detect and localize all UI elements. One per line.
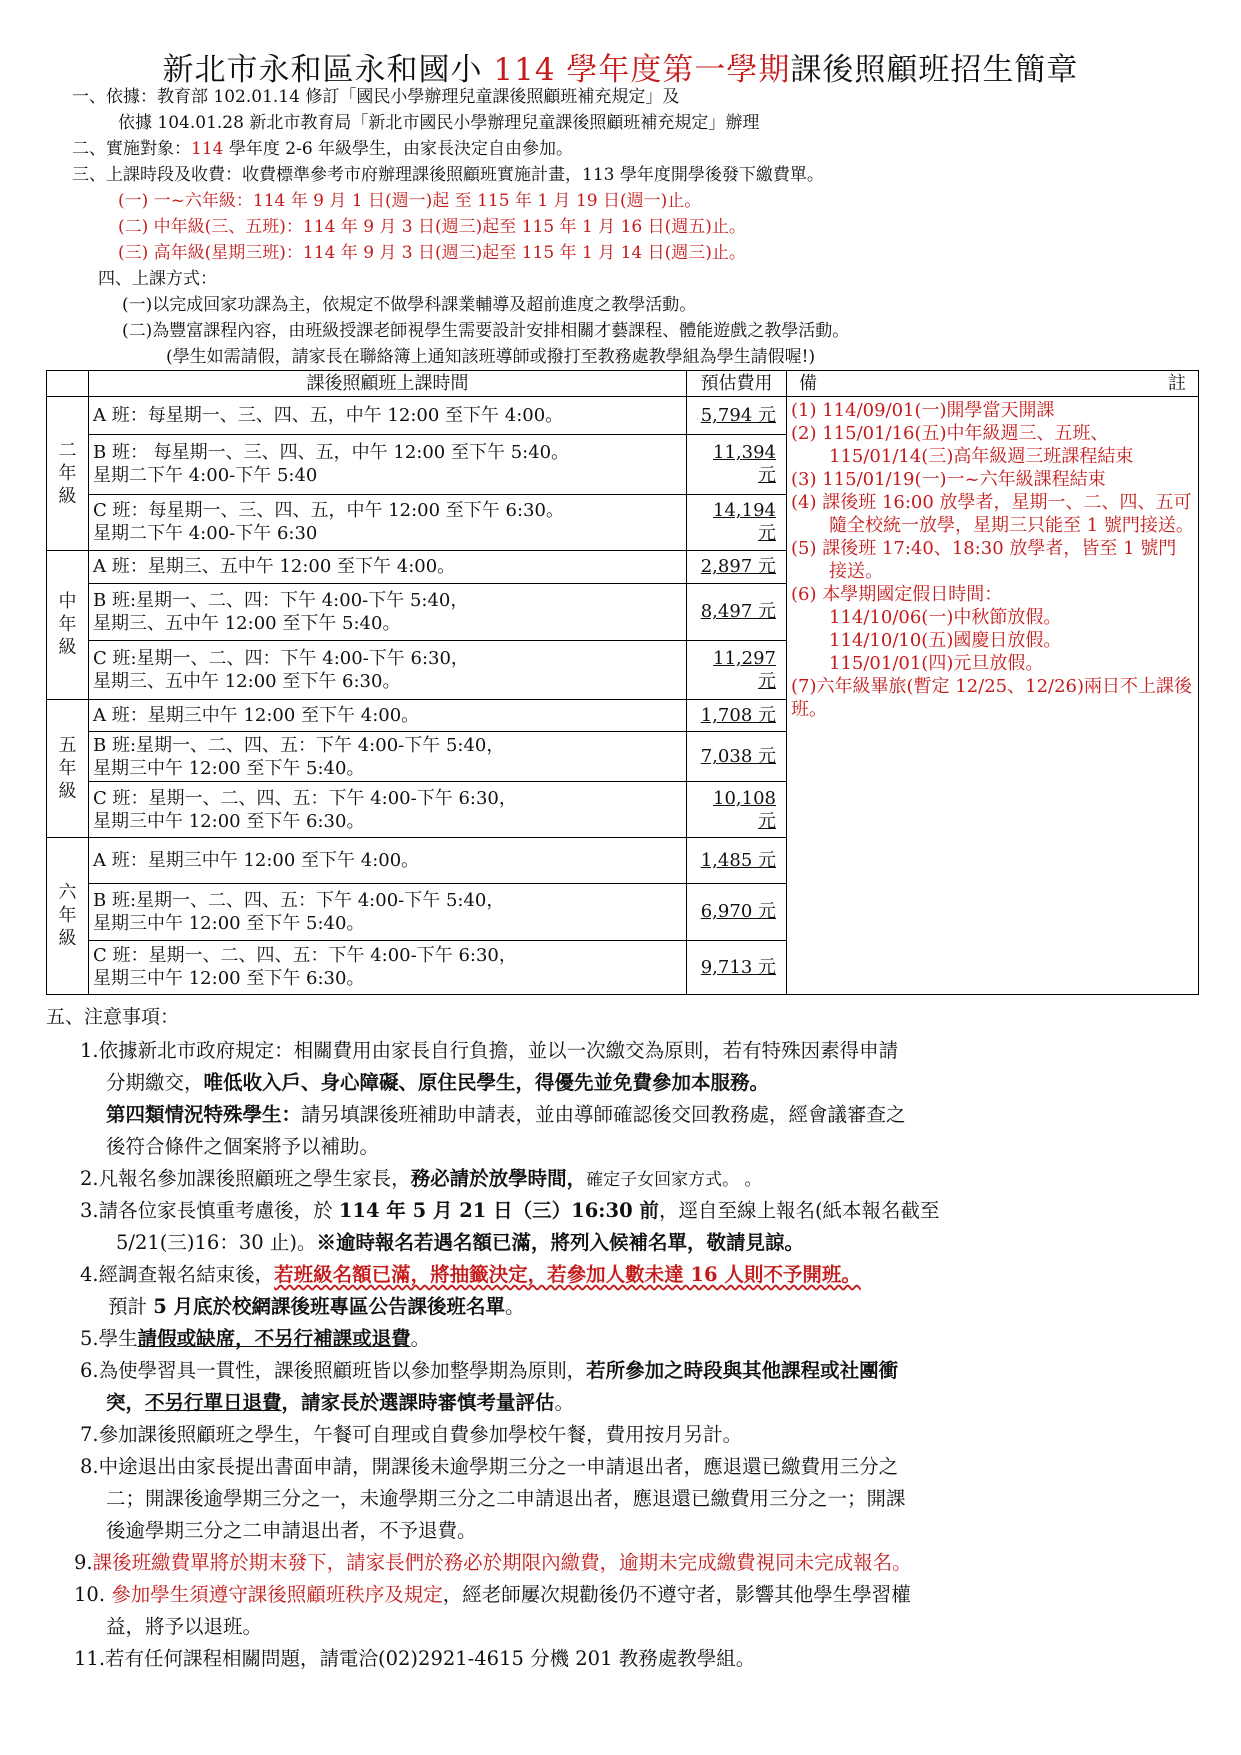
section3-heading: 三、上課時段及收費：收費標準參考市府辦理課後照顧班實施計畫，113 學年度開學後發下繳費單。 [72, 165, 824, 185]
schedule-cell: C 班：每星期一、三、四、五，中午 12:00 至下午 6:30。 星期二下午 4:00-下午 6:30 [89, 494, 687, 551]
note-9: 9.課後班繳費單將於期末發下，請家長們於務必於期限內繳費，逾期未完成繳費視同未完成報名。 [74, 1551, 912, 1574]
fee-cell: 11,394 元 [687, 434, 787, 494]
section4-note: (學生如需請假，請家長在聯絡簿上通知該班導師或撥打至教務處教學組為學生請假喔!) [166, 347, 816, 367]
note-1-line4: 後符合條件之個案將予以補助。 [106, 1135, 380, 1158]
section3-item: (三) 高年級(星期三班)：114 年 9 月 3 日(週三)起至 115 年 1 月 14 日(週三)止。 [118, 243, 746, 263]
remark-item: (7)六年級畢旅(暫定 12/25、12/26)兩日不上課後班。 [791, 676, 1193, 721]
section1-line1: 一、依據：教育部 102.01.14 修訂「國民小學辦理兒童課後照顧班補充規定」及 [72, 87, 680, 107]
schedule-cell: C 班：星期一、二、四、五：下午 4:00-下午 6:30， 星期三中午 12:00 至下午 6:30。 [89, 782, 687, 837]
remark-item: 114/10/06(一)中秋節放假。 [829, 607, 1062, 629]
schedule-cell: B 班:星期一、二、四、五：下午 4:00-下午 5:40， 星期三中午 12:00 至下午 5:40。 [89, 732, 687, 782]
remark-item: (6) 本學期國定假日時間： [791, 584, 1003, 606]
section4-item: (二)為豐富課程內容，由班級授課老師視學生需要設計安排相關才藝課程、體能遊戲之教學活動。 [122, 321, 850, 341]
note-1-line2: 分期繳交，唯低收入戶、身心障礙、原住民學生，得優先並免費參加本服務。 [106, 1071, 770, 1094]
fee-cell: 9,713 元 [687, 940, 787, 995]
remark-item: 115/01/01(四)元旦放假。 [829, 653, 1044, 675]
fee-cell: 7,038 元 [687, 732, 787, 782]
fee-cell: 2,897 元 [687, 551, 787, 583]
fee-cell: 8,497 元 [687, 583, 787, 641]
note-6-line2: 突，不另行單日退費，請家長於選課時審慎考量評估。 [106, 1391, 575, 1414]
fee-table [46, 370, 1199, 995]
note-1-line1: 1.依據新北市政府規定：相關費用由家長自行負擔，並以一次繳交為原則，若有特殊因素得申請 [80, 1039, 899, 1062]
grade-label: 中 年 級 [47, 551, 89, 700]
schedule-cell: B 班:星期一、二、四：下午 4:00-下午 5:40， 星期三、五中午 12:00 至下午 5:40。 [89, 583, 687, 641]
note-11: 11.若有任何課程相關問題，請電洽(02)2921-4615 分機 201 教務處教學組。 [74, 1647, 756, 1670]
section1-line2: 依據 104.01.28 新北市教育局「新北市國民小學辦理兒童課後照顧班補充規定」辦理 [118, 113, 760, 133]
fee-cell: 11,297 元 [687, 641, 787, 700]
fee-cell: 5,794 元 [687, 397, 787, 435]
note-3-line1: 3.請各位家長慎重考慮後，於 114 年 5 月 21 日（三）16:30 前，逕自至線上報名(紙本報名截至 [80, 1199, 940, 1222]
section4-item: (一)以完成回家功課為主，依規定不做學科課業輔導及超前進度之教學活動。 [122, 295, 697, 315]
remark-item: (5) 課後班 17:40、18:30 放學者，皆至 1 號門接送。 [791, 538, 1177, 583]
section3-item: (二) 中年級(三、五班)：114 年 9 月 3 日(週三)起至 115 年 1 月 16 日(週五)止。 [118, 217, 746, 237]
title-subject: 課後照顧班招生簡章 [790, 52, 1079, 88]
fee-cell: 1,485 元 [687, 837, 787, 883]
schedule-cell: C 班:星期一、二、四：下午 4:00-下午 6:30， 星期三、五中午 12:00 至下午 6:30。 [89, 641, 687, 700]
remark-item: (1) 114/09/01(一)開學當天開課 [791, 400, 1055, 422]
schedule-cell: B 班:星期一、二、四、五：下午 4:00-下午 5:40， 星期三中午 12:00 至下午 5:40。 [89, 883, 687, 940]
schedule-cell: A 班：星期三中午 12:00 至下午 4:00。 [89, 837, 687, 883]
note-10-line1: 10. 參加學生須遵守課後照顧班秩序及規定，經老師屢次規勸後仍不遵守者，影響其他學生學習權 [74, 1583, 911, 1606]
note-2: 2.凡報名參加課後照顧班之學生家長，務必請於放學時間，確定子女回家方式。 。 [80, 1167, 762, 1190]
grade-label: 五 年 級 [47, 699, 89, 837]
header-remarks: 備 註 [787, 371, 1199, 397]
note-8-line3: 後逾學期三分之二申請退出者，不予退費。 [106, 1519, 477, 1542]
remark-item: (2) 115/01/16(五)中年級週三、五班、115/01/14(三)高年級週三班課程結束 [791, 423, 1134, 468]
section2: 二、實施對象：114 學年度 2-6 年級學生，由家長決定自由參加。 [72, 139, 574, 159]
fee-cell: 6,970 元 [687, 883, 787, 940]
remark-item: (4) 課後班 16:00 放學者，星期一、二、四、五可隨全校統一放學，星期三只能至 1 號門接送。 [791, 492, 1194, 537]
note-8-line1: 8.中途退出由家長提出書面申請，開課後未逾學期三分之一申請退出者，應退還已繳費用三分之 [80, 1455, 899, 1478]
section3-item: (一) 一~六年級：114 年 9 月 1 日(週一)起 至 115 年 1 月 19 日(週一)止。 [118, 191, 702, 211]
note-5: 5.學生請假或缺席，不另行補課或退費。 [80, 1327, 431, 1350]
note-4-line1: 4.經調查報名結束後，若班級名額已滿，將抽籤決定，若參加人數未達 16 人則不予開班。 [80, 1263, 861, 1286]
note-8-line2: 二；開課後逾學期三分之一，未逾學期三分之二申請退出者，應退還已繳費用三分之一；開課 [106, 1487, 906, 1510]
fee-cell: 14,194 元 [687, 494, 787, 551]
note-7: 7.參加課後照顧班之學生，午餐可自理或自費參加學校午餐，費用按月另計。 [80, 1423, 743, 1446]
header-schedule: 課後照顧班上課時間 [89, 371, 687, 397]
remarks-cell [787, 397, 1199, 995]
schedule-cell: A 班：星期三中午 12:00 至下午 4:00。 [89, 699, 687, 731]
page-title [0, 44, 1241, 89]
schedule-cell: A 班：星期三、五中午 12:00 至下午 4:00。 [89, 551, 687, 583]
schedule-cell: B 班： 每星期一、三、四、五，中午 12:00 至下午 5:40。 星期二下午 4:00-下午 5:40 [89, 434, 687, 494]
schedule-cell: A 班：每星期一、三、四、五，中午 12:00 至下午 4:00。 [89, 397, 687, 435]
remark-item: (3) 115/01/19(一)一~六年級課程結束 [791, 469, 1106, 491]
grade-label: 二 年 級 [47, 397, 89, 551]
note-3-line2: 5/21(三)16：30 止)。※逾時報名若遇名額已滿，將列入候補名單，敬請見諒。 [116, 1231, 804, 1254]
section5-heading: 五、注意事項： [46, 1006, 180, 1028]
grade-label: 六 年 級 [47, 837, 89, 994]
title-school: 新北市永和區永和國小 [162, 52, 494, 88]
fee-cell: 10,108 元 [687, 782, 787, 837]
note-4-line2: 預計 5 月底於校網課後班專區公告課後班名單。 [108, 1295, 525, 1318]
table-row [47, 397, 1199, 435]
title-term: 114 學年度第一學期 [493, 52, 791, 88]
schedule-cell: C 班：星期一、二、四、五：下午 4:00-下午 6:30， 星期三中午 12:00 至下午 6:30。 [89, 940, 687, 995]
table-header-row [47, 371, 1199, 397]
fee-cell: 1,708 元 [687, 699, 787, 731]
note-6-line1: 6.為使學習具一貫性，課後照顧班皆以參加整學期為原則，若所參加之時段與其他課程或社團衝 [80, 1359, 899, 1382]
note-10-line2: 益，將予以退班。 [106, 1615, 263, 1638]
header-fee: 預估費用 [687, 371, 787, 397]
note-1-line3: 第四類情況特殊學生：請另填課後班補助申請表，並由導師確認後交回教務處，經會議審查之 [106, 1103, 906, 1126]
section4-heading: 四、上課方式： [98, 269, 217, 289]
remark-item: 114/10/10(五)國慶日放假。 [829, 630, 1062, 652]
